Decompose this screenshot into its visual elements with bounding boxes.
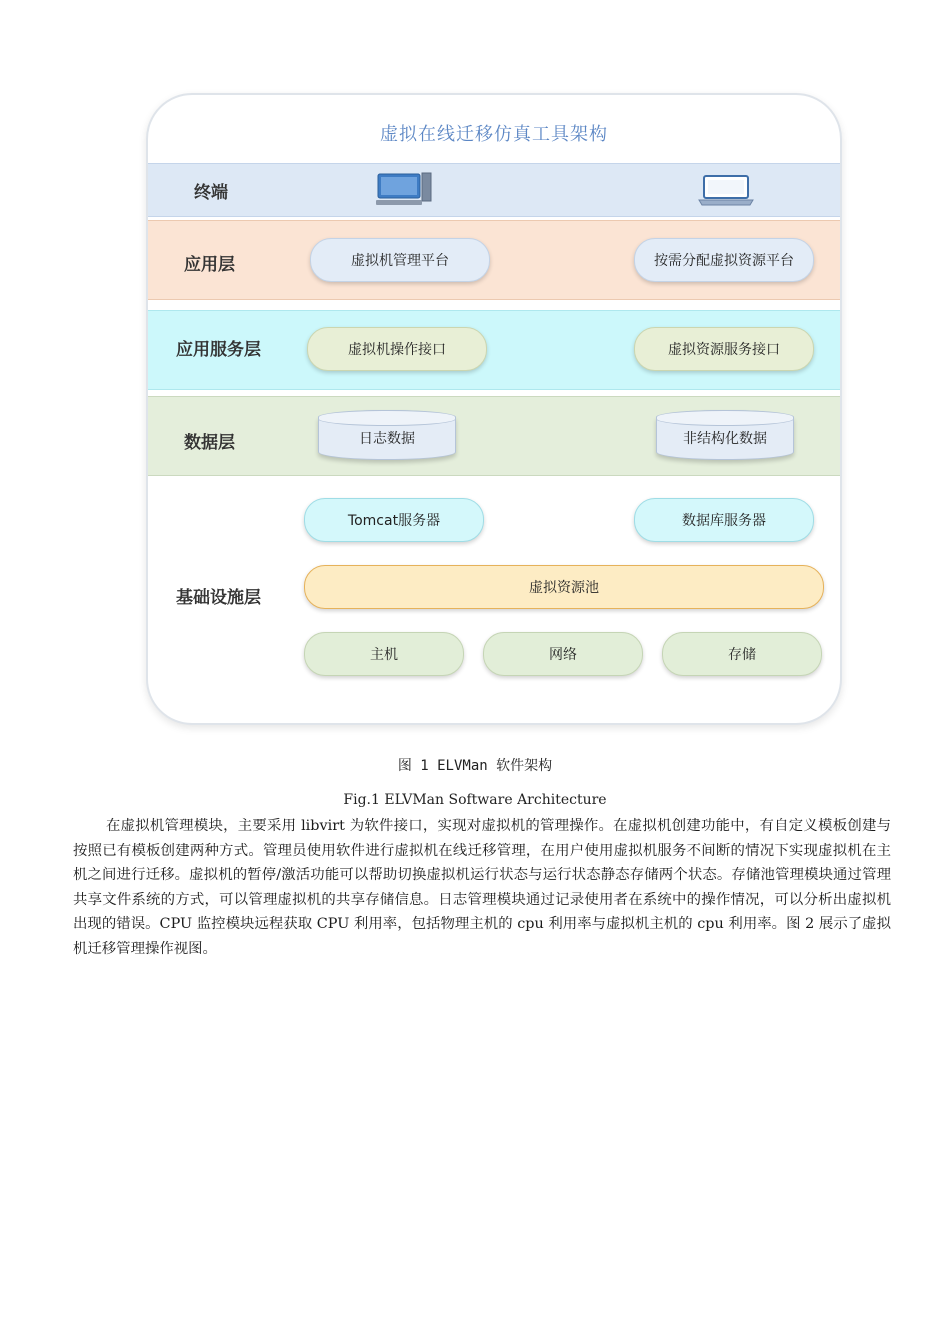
desktop-icon (376, 172, 434, 206)
network-node: 网络 (483, 632, 643, 676)
data-layer (148, 396, 840, 476)
application-layer (148, 220, 840, 300)
data-layer-label: 数据层 (184, 433, 235, 453)
app-service-layer-label: 应用服务层 (176, 340, 261, 360)
infrastructure-layer-label: 基础设施层 (176, 588, 261, 608)
tomcat-server: Tomcat服务器 (304, 498, 484, 542)
unstructured-data-cylinder (656, 410, 794, 460)
log-data-label: 日志数据 (359, 431, 415, 447)
vm-operation-interface: 虚拟机操作接口 (307, 327, 487, 371)
figure-caption-en: Fig.1 ELVMan Software Architecture (343, 792, 607, 808)
host-node: 主机 (304, 632, 464, 676)
diagram-title: 虚拟在线迁移仿真工具架构 (380, 124, 608, 145)
storage-node: 存储 (662, 632, 822, 676)
terminal-layer-label: 终端 (194, 183, 228, 203)
laptop-icon (698, 174, 754, 206)
virtual-resource-service-interface: 虚拟资源服务接口 (634, 327, 814, 371)
architecture-diagram (146, 93, 842, 725)
unstructured-data-label: 非结构化数据 (683, 431, 767, 447)
terminal-layer (148, 163, 840, 217)
log-data-cylinder (318, 410, 456, 460)
application-layer-label: 应用层 (184, 255, 235, 275)
app-service-layer (148, 310, 840, 390)
database-server: 数据库服务器 (634, 498, 814, 542)
on-demand-resource-platform: 按需分配虚拟资源平台 (634, 238, 814, 282)
vm-management-platform: 虚拟机管理平台 (310, 238, 490, 282)
body-paragraph: 在虚拟机管理模块，主要采用 libvirt 为软件接口，实现对虚拟机的管理操作。在虚拟机创建功能中，有自定义模板创建与按照已有模板创建两种方式。管理员使用软件进行虚拟机在线迁移管理，在用户使用虚拟机服务不间断的情况下实现虚拟机在主机之间进行迁移。虚拟机的暂停/激活功能可以帮助切换虚拟机运行状态与运行状态静态存储两个状态。存储池管理模块通过管理共享文件系统的方式，可以管理虚拟机的共享存储信息。日志管理模块通过记录使用者在系统中的操作情况，可以分析出虚拟机出现的错误。CPU 监控模块远程获取 CPU 利用率，包括物理主机的 cpu 利用率与虚拟机主机的 cpu 利用率。图 2 展示了虚拟机迁移管理操作视图。 (73, 818, 891, 957)
figure-caption-cn: 图 1 ELVMan 软件架构 (397, 758, 553, 774)
virtual-resource-pool: 虚拟资源池 (304, 565, 824, 609)
